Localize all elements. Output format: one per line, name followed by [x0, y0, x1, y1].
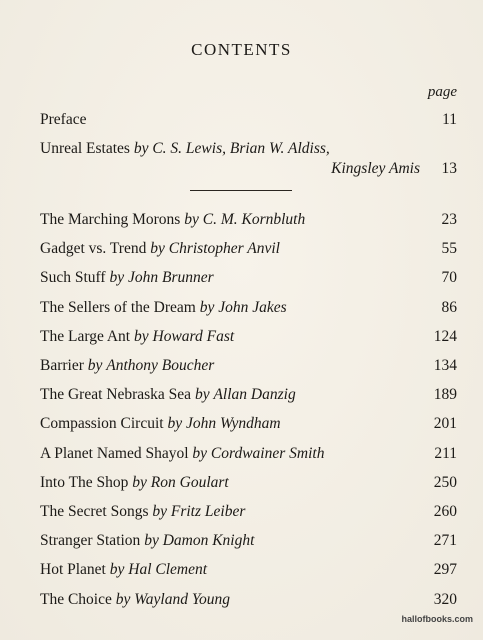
- entry-author: John Brunner: [128, 269, 214, 287]
- entry-by: by: [115, 590, 131, 608]
- toc-entry: [40, 531, 457, 551]
- entry-title: Hot Planet: [40, 561, 106, 579]
- entry-by: by: [87, 357, 103, 374]
- entry-title: Such Stuff: [40, 269, 106, 287]
- entry-author: Ron Goulart: [150, 473, 229, 491]
- entry-title: Compassion Circuit: [40, 415, 164, 433]
- toc-entry: [40, 560, 457, 580]
- entry-page: 250: [433, 473, 457, 491]
- page-column-label: page: [427, 84, 457, 100]
- entry-author: Fritz Leiber: [170, 503, 246, 520]
- entry-author: Wayland Young: [134, 590, 231, 608]
- entry-title: Into The Shop: [40, 473, 129, 491]
- section-divider: [190, 190, 292, 191]
- toc-entry: [40, 298, 457, 318]
- toc-entry-unreal-estates: [40, 139, 457, 159]
- entry-by: by: [199, 298, 215, 316]
- toc-entry: [40, 239, 457, 259]
- toc-entry: [40, 590, 457, 610]
- entry-by: by: [133, 327, 149, 345]
- toc-entry: [40, 356, 457, 376]
- entry-by: by: [184, 211, 199, 228]
- entry-title: The Great Nebraska Sea: [40, 386, 192, 404]
- entry-by: by: [150, 240, 165, 258]
- entry-title: Unreal Estates: [40, 140, 130, 157]
- toc-entry: [40, 268, 457, 288]
- entry-page: 124: [433, 327, 457, 345]
- entry-page: 134: [433, 357, 457, 374]
- entry-title: The Secret Songs: [40, 503, 149, 520]
- entry-author: John Jakes: [218, 298, 287, 316]
- entry-author: Hal Clement: [128, 561, 208, 579]
- entry-by: by: [133, 140, 149, 157]
- entry-by: by: [144, 532, 159, 550]
- entry-by: by: [109, 561, 125, 579]
- entry-by: by: [167, 415, 183, 433]
- entry-page: 297: [433, 561, 457, 579]
- entry-author: Howard Fast: [152, 327, 235, 345]
- entry-title: The Choice: [40, 590, 112, 608]
- entry-author: John Wyndham: [185, 415, 281, 433]
- entry-title: Stranger Station: [40, 532, 141, 550]
- entry-by: by: [192, 444, 208, 462]
- entry-title: A Planet Named Shayol: [40, 444, 189, 462]
- entry-author: Anthony Boucher: [106, 357, 215, 374]
- entry-author: Cordwainer Smith: [210, 444, 325, 462]
- toc-entry: [40, 327, 457, 347]
- entry-page: 70: [441, 269, 457, 287]
- toc-entry-preface: [40, 110, 457, 130]
- entry-page: 211: [434, 444, 457, 462]
- entry-title: Preface: [40, 111, 87, 128]
- page-title: CONTENTS: [191, 40, 292, 59]
- entry-by: by: [132, 473, 147, 491]
- entry-author: Christopher Anvil: [168, 240, 280, 258]
- entry-title: Gadget vs. Trend: [40, 240, 147, 258]
- entry-page: 260: [433, 503, 457, 520]
- entry-page: 13: [441, 160, 457, 177]
- toc-entry: [40, 444, 457, 464]
- toc-entry: [40, 473, 457, 493]
- entry-title: The Sellers of the Dream: [40, 298, 196, 316]
- toc-entry: [40, 385, 457, 405]
- entry-page: 189: [433, 386, 457, 404]
- entry-page: 86: [441, 298, 457, 316]
- entry-title: The Marching Morons: [40, 211, 181, 228]
- entry-author: C. M. Kornbluth: [202, 211, 306, 228]
- entry-page: 271: [433, 532, 457, 550]
- entry-page: 201: [433, 415, 457, 433]
- entry-by: by: [194, 386, 210, 404]
- toc-entry: [40, 210, 457, 230]
- entry-page: 11: [442, 111, 457, 128]
- entry-page: 320: [433, 590, 457, 608]
- watermark: hallofbooks.com: [401, 614, 473, 624]
- entry-author: Damon Knight: [162, 532, 255, 550]
- entry-by: by: [152, 503, 167, 520]
- entry-title: Barrier: [40, 357, 84, 374]
- entry-author: Allan Danzig: [213, 386, 296, 404]
- entry-page: 55: [441, 240, 457, 258]
- toc-entry: [40, 414, 457, 434]
- entry-author-line2: Kingsley Amis: [331, 160, 420, 177]
- entry-title: The Large Ant: [40, 327, 131, 345]
- toc-entry: [40, 502, 457, 522]
- toc-entry-unreal-estates-page: [417, 159, 457, 179]
- entry-author: C. S. Lewis, Brian W. Aldiss,: [152, 140, 330, 157]
- entry-by: by: [109, 269, 125, 287]
- entry-page: 23: [441, 211, 457, 228]
